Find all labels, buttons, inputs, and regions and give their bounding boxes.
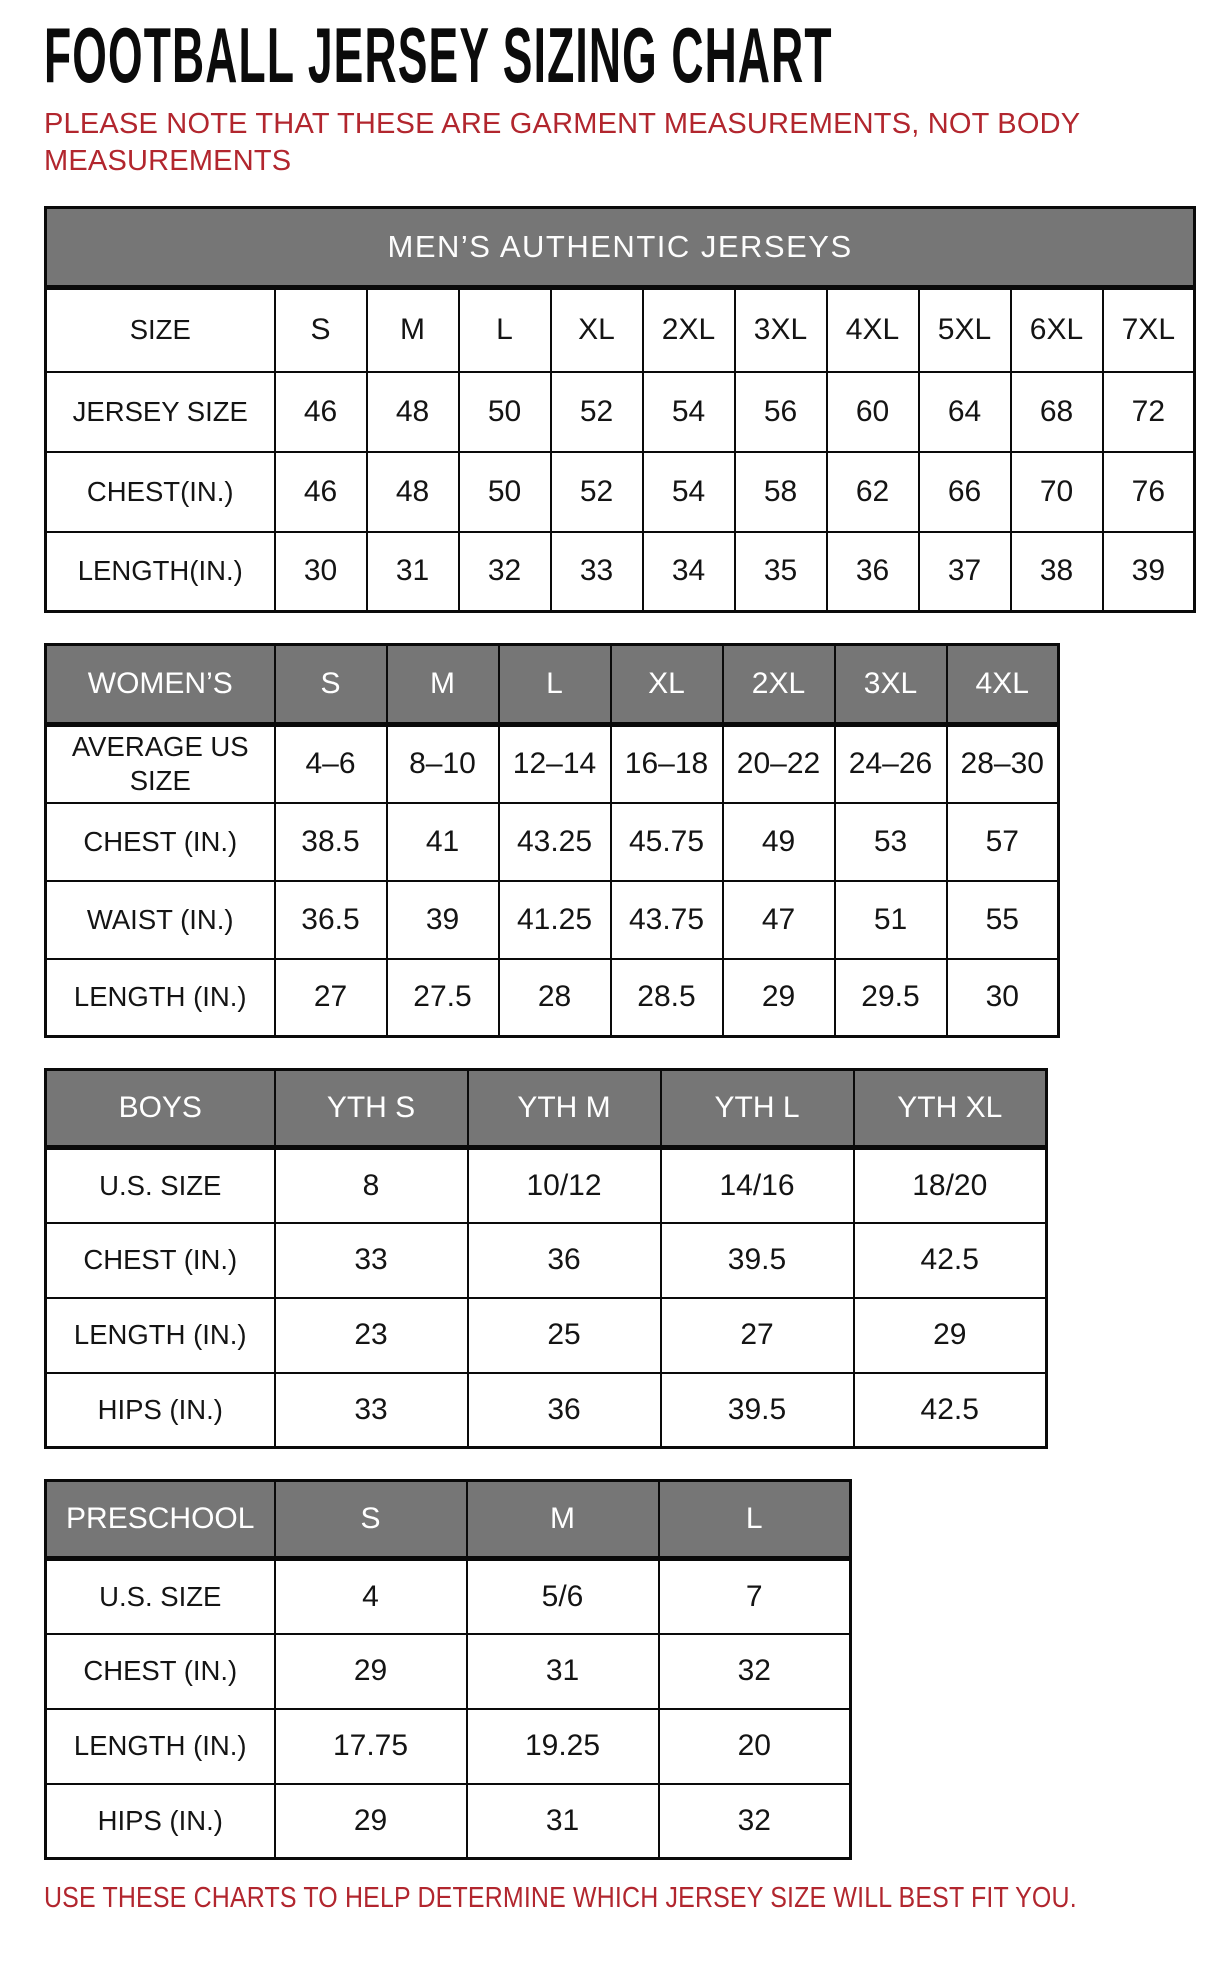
column-header-cell: M: [367, 288, 459, 372]
table-cell: 29: [275, 1784, 467, 1859]
column-header-cell: YTH S: [275, 1070, 468, 1148]
table-cell: 29: [723, 959, 835, 1037]
row-label-cell: U.S. SIZE: [46, 1148, 275, 1223]
garment-measurement-note: PLEASE NOTE THAT THESE ARE GARMENT MEASUREMENTS, NOT BODY MEASUREMENTS: [44, 108, 1080, 178]
row-label-cell: CHEST(IN.): [46, 452, 275, 532]
table-cell: 43.25: [499, 803, 611, 881]
table-cell: 62: [827, 452, 919, 532]
table-cell: 58: [735, 452, 827, 532]
table-cell: 48: [367, 452, 459, 532]
table-cell: 48: [367, 372, 459, 452]
table-row-chest: [46, 1634, 851, 1709]
table-cell: 50: [459, 452, 551, 532]
row-label-cell: AVERAGE US SIZE: [46, 725, 275, 803]
table-cell: 42.5: [854, 1373, 1047, 1448]
column-header-cell: 6XL: [1011, 288, 1103, 372]
row-label-cell: CHEST (IN.): [46, 1223, 275, 1298]
table-title-cell: BOYS: [46, 1070, 275, 1148]
table-row-us-size: [46, 1148, 1047, 1223]
table-cell: 72: [1103, 372, 1195, 452]
table-cell: 33: [275, 1373, 468, 1448]
table-cell: 31: [367, 532, 459, 612]
table-cell: 23: [275, 1298, 468, 1373]
table-cell: 29: [854, 1298, 1047, 1373]
page-title: FOOTBALL JERSEY SIZING CHART: [44, 11, 833, 99]
table-cell: 31: [467, 1784, 659, 1859]
row-label-cell: U.S. SIZE: [46, 1559, 275, 1634]
column-header-cell: YTH M: [468, 1070, 661, 1148]
table-cell: 64: [919, 372, 1011, 452]
table-cell: 28.5: [611, 959, 723, 1037]
table-cell: 18/20: [854, 1148, 1047, 1223]
footer-text: USE THESE CHARTS TO HELP DETERMINE WHICH JERSEY SIZE WILL BEST FIT YOU.: [44, 1882, 1077, 1915]
table-cell: 33: [275, 1223, 468, 1298]
column-header-cell: XL: [551, 288, 643, 372]
table-cell: 53: [835, 803, 947, 881]
table-cell: 46: [275, 452, 367, 532]
table-cell: 52: [551, 452, 643, 532]
table-row-length: [46, 532, 1195, 612]
table-cell: 7: [659, 1559, 851, 1634]
table-row-chest: [46, 452, 1195, 532]
column-header-cell: M: [467, 1481, 659, 1559]
womens-jerseys-table: [44, 643, 1060, 1038]
table-cell: 16–18: [611, 725, 723, 803]
table-cell: 39.5: [661, 1223, 854, 1298]
column-header-cell: 2XL: [723, 645, 835, 725]
table-cell: 25: [468, 1298, 661, 1373]
table-cell: 8–10: [387, 725, 499, 803]
table-row-chest: [46, 1223, 1047, 1298]
table-cell: 57: [947, 803, 1059, 881]
table-cell: 47: [723, 881, 835, 959]
table-cell: 33: [551, 532, 643, 612]
table-cell: 20: [659, 1709, 851, 1784]
column-header-cell: 2XL: [643, 288, 735, 372]
table-cell: 5/6: [467, 1559, 659, 1634]
table-cell: 31: [467, 1634, 659, 1709]
table-cell: 70: [1011, 452, 1103, 532]
column-header-cell: S: [275, 1481, 467, 1559]
table-cell: 32: [659, 1784, 851, 1859]
row-label-cell: LENGTH (IN.): [46, 1709, 275, 1784]
table-cell: 49: [723, 803, 835, 881]
table-cell: 54: [643, 452, 735, 532]
table-cell: 39: [1103, 532, 1195, 612]
row-label-cell: LENGTH (IN.): [46, 1298, 275, 1373]
column-header-cell: 4XL: [947, 645, 1059, 725]
table-cell: 12–14: [499, 725, 611, 803]
table-cell: 10/12: [468, 1148, 661, 1223]
table-cell: 27: [275, 959, 387, 1037]
table-cell: 76: [1103, 452, 1195, 532]
table-cell: 4–6: [275, 725, 387, 803]
table-cell: 28–30: [947, 725, 1059, 803]
table-cell: 37: [919, 532, 1011, 612]
preschool-jerseys-table: [44, 1479, 852, 1860]
table-row-hips: [46, 1373, 1047, 1448]
column-header-cell: L: [459, 288, 551, 372]
column-header-cell: S: [275, 645, 387, 725]
table-row-length: [46, 1709, 851, 1784]
row-label-cell: CHEST (IN.): [46, 803, 275, 881]
column-header-cell: L: [659, 1481, 851, 1559]
column-header-cell: YTH L: [661, 1070, 854, 1148]
column-header-cell: YTH XL: [854, 1070, 1047, 1148]
mens-size-header-row: [46, 288, 1195, 372]
table-cell: 30: [275, 532, 367, 612]
table-cell: 51: [835, 881, 947, 959]
table-cell: 50: [459, 372, 551, 452]
table-cell: 42.5: [854, 1223, 1047, 1298]
mens-jerseys-table: [44, 206, 1196, 613]
row-label-cell: CHEST (IN.): [46, 1634, 275, 1709]
column-header-cell: M: [387, 645, 499, 725]
table-cell: 39.5: [661, 1373, 854, 1448]
table-row-waist: [46, 881, 1059, 959]
table-row-length: [46, 1298, 1047, 1373]
table-title-cell: WOMEN’S: [46, 645, 275, 725]
table-cell: 30: [947, 959, 1059, 1037]
preschool-header-row: [46, 1481, 851, 1559]
table-row-length: [46, 959, 1059, 1037]
table-cell: 36: [468, 1373, 661, 1448]
table-row-hips: [46, 1784, 851, 1859]
table-cell: 19.25: [467, 1709, 659, 1784]
table-cell: 28: [499, 959, 611, 1037]
table-cell: 46: [275, 372, 367, 452]
table-cell: 36: [468, 1223, 661, 1298]
table-cell: 35: [735, 532, 827, 612]
row-label-cell: HIPS (IN.): [46, 1784, 275, 1859]
table-cell: 68: [1011, 372, 1103, 452]
column-header-cell: XL: [611, 645, 723, 725]
table-cell: 24–26: [835, 725, 947, 803]
table-row-jersey-size: [46, 372, 1195, 452]
table-title-cell: PRESCHOOL: [46, 1481, 275, 1559]
table-cell: 43.75: [611, 881, 723, 959]
table-cell: 36.5: [275, 881, 387, 959]
boys-header-row: [46, 1070, 1047, 1148]
table-cell: 20–22: [723, 725, 835, 803]
table-cell: 38: [1011, 532, 1103, 612]
column-header-cell: L: [499, 645, 611, 725]
table-cell: 32: [459, 532, 551, 612]
row-label-cell: LENGTH(IN.): [46, 532, 275, 612]
column-header-cell: 3XL: [835, 645, 947, 725]
row-label-cell: SIZE: [46, 288, 275, 372]
table-cell: 32: [659, 1634, 851, 1709]
column-header-cell: 5XL: [919, 288, 1011, 372]
table-cell: 27.5: [387, 959, 499, 1037]
table-cell: 38.5: [275, 803, 387, 881]
table-cell: 4: [275, 1559, 467, 1634]
table-cell: 60: [827, 372, 919, 452]
table-cell: 17.75: [275, 1709, 467, 1784]
table-cell: 36: [827, 532, 919, 612]
table-cell: 52: [551, 372, 643, 452]
table-cell: 34: [643, 532, 735, 612]
column-header-cell: 7XL: [1103, 288, 1195, 372]
column-header-cell: S: [275, 288, 367, 372]
table-cell: 39: [387, 881, 499, 959]
mens-table-title: MEN’S AUTHENTIC JERSEYS: [46, 208, 1195, 288]
table-cell: 54: [643, 372, 735, 452]
table-cell: 41.25: [499, 881, 611, 959]
table-cell: 41: [387, 803, 499, 881]
table-cell: 56: [735, 372, 827, 452]
table-cell: 55: [947, 881, 1059, 959]
table-cell: 14/16: [661, 1148, 854, 1223]
table-cell: 27: [661, 1298, 854, 1373]
column-header-cell: 3XL: [735, 288, 827, 372]
row-label-cell: HIPS (IN.): [46, 1373, 275, 1448]
table-row-average-us-size: [46, 725, 1059, 803]
table-cell: 45.75: [611, 803, 723, 881]
table-row-chest: [46, 803, 1059, 881]
row-label-cell: LENGTH (IN.): [46, 959, 275, 1037]
row-label-cell: WAIST (IN.): [46, 881, 275, 959]
mens-table-title-row: [46, 208, 1195, 288]
row-label-cell: JERSEY SIZE: [46, 372, 275, 452]
table-cell: 66: [919, 452, 1011, 532]
boys-jerseys-table: [44, 1068, 1048, 1449]
table-cell: 29.5: [835, 959, 947, 1037]
table-cell: 29: [275, 1634, 467, 1709]
womens-header-row: [46, 645, 1059, 725]
table-cell: 8: [275, 1148, 468, 1223]
column-header-cell: 4XL: [827, 288, 919, 372]
table-row-us-size: [46, 1559, 851, 1634]
